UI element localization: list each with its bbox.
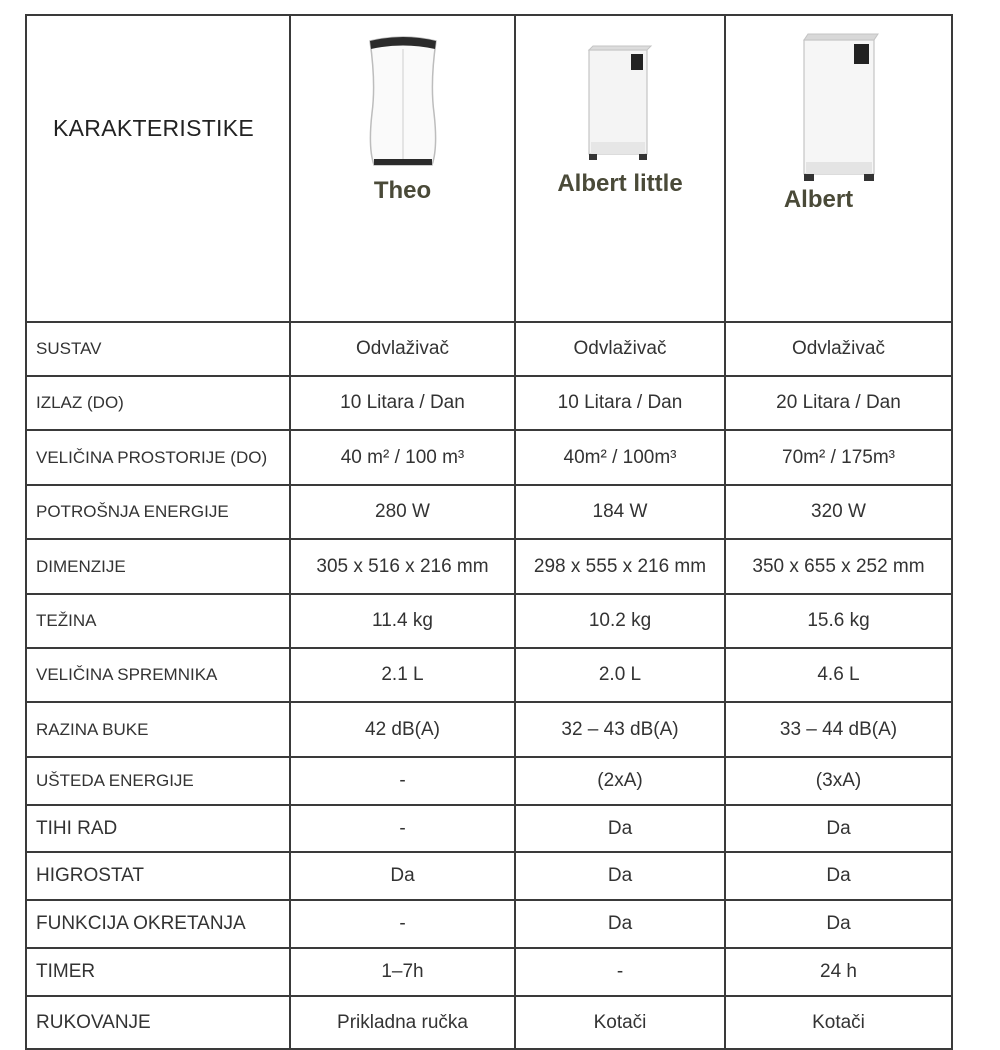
spec-value: Odvlaživač	[290, 322, 515, 376]
albert-little-dehumidifier-image	[575, 42, 665, 172]
spec-value: (3xA)	[725, 757, 952, 805]
spec-value: -	[290, 757, 515, 805]
spec-value: 40m² / 100m³	[515, 430, 725, 485]
spec-value: 2.0 L	[515, 648, 725, 702]
spec-row	[26, 485, 952, 539]
spec-value: Kotači	[725, 996, 952, 1049]
spec-row	[26, 430, 952, 485]
product-column-albert-little	[515, 15, 725, 322]
spec-label: SUSTAV	[26, 322, 290, 376]
spec-value: Prikladna ručka	[290, 996, 515, 1049]
spec-label: FUNKCIJA OKRETANJA	[26, 900, 290, 948]
spec-value: 10 Litara / Dan	[290, 376, 515, 430]
spec-value: -	[290, 805, 515, 852]
spec-value: 10.2 kg	[515, 594, 725, 648]
spec-value: 32 – 43 dB(A)	[515, 702, 725, 757]
spec-rows	[26, 322, 952, 1049]
spec-value: Da	[725, 805, 952, 852]
spec-value: -	[515, 948, 725, 996]
spec-value: Da	[515, 900, 725, 948]
spec-row	[26, 852, 952, 900]
header-row	[26, 15, 952, 322]
spec-value: 350 x 655 x 252 mm	[725, 539, 952, 594]
product-name-albert-little: Albert little	[557, 170, 683, 197]
spec-value: 280 W	[290, 485, 515, 539]
spec-value: 24 h	[725, 948, 952, 996]
spec-label: TIHI RAD	[26, 805, 290, 852]
spec-value: 298 x 555 x 216 mm	[515, 539, 725, 594]
spec-row	[26, 805, 952, 852]
spec-value: Da	[725, 900, 952, 948]
spec-value: Da	[725, 852, 952, 900]
product-name-albert: Albert	[783, 186, 854, 213]
spec-value: Kotači	[515, 996, 725, 1049]
spec-row	[26, 900, 952, 948]
spec-value: 20 Litara / Dan	[725, 376, 952, 430]
spec-label: VELIČINA SPREMNIKA	[26, 648, 290, 702]
theo-dehumidifier-image	[358, 33, 448, 173]
spec-value: (2xA)	[515, 757, 725, 805]
spec-value: 184 W	[515, 485, 725, 539]
spec-value: 11.4 kg	[290, 594, 515, 648]
spec-value: 4.6 L	[725, 648, 952, 702]
spec-label: IZLAZ (DO)	[26, 376, 290, 430]
spec-value: Odvlaživač	[725, 322, 952, 376]
spec-label: VELIČINA PROSTORIJE (DO)	[26, 430, 290, 485]
spec-value: 42 dB(A)	[290, 702, 515, 757]
product-column-theo	[290, 15, 515, 322]
spec-value: Da	[515, 852, 725, 900]
table-title: KARAKTERISTIKE	[26, 15, 290, 322]
spec-value: Odvlaživač	[515, 322, 725, 376]
spec-label: UŠTEDA ENERGIJE	[26, 757, 290, 805]
spec-value: 1–7h	[290, 948, 515, 996]
spec-row	[26, 539, 952, 594]
spec-value: 10 Litara / Dan	[515, 376, 725, 430]
spec-value: -	[290, 900, 515, 948]
spec-row	[26, 948, 952, 996]
spec-value: 70m² / 175m³	[725, 430, 952, 485]
spec-row	[26, 648, 952, 702]
spec-row	[26, 594, 952, 648]
spec-row	[26, 757, 952, 805]
albert-dehumidifier-image	[784, 28, 894, 188]
spec-value: 320 W	[725, 485, 952, 539]
spec-value: 2.1 L	[290, 648, 515, 702]
spec-label: DIMENZIJE	[26, 539, 290, 594]
spec-label: TIMER	[26, 948, 290, 996]
spec-value: 15.6 kg	[725, 594, 952, 648]
spec-value: Da	[515, 805, 725, 852]
spec-value: Da	[290, 852, 515, 900]
product-column-albert	[725, 15, 952, 322]
spec-label: TEŽINA	[26, 594, 290, 648]
spec-value: 305 x 516 x 216 mm	[290, 539, 515, 594]
spec-value: 33 – 44 dB(A)	[725, 702, 952, 757]
spec-label: HIGROSTAT	[26, 852, 290, 900]
spec-row	[26, 322, 952, 376]
comparison-table	[25, 14, 953, 1050]
spec-row	[26, 702, 952, 757]
spec-value: 40 m² / 100 m³	[290, 430, 515, 485]
spec-row	[26, 376, 952, 430]
spec-label: POTROŠNJA ENERGIJE	[26, 485, 290, 539]
spec-label: RUKOVANJE	[26, 996, 290, 1049]
spec-label: RAZINA BUKE	[26, 702, 290, 757]
spec-row	[26, 996, 952, 1049]
product-name-theo: Theo	[373, 177, 432, 204]
